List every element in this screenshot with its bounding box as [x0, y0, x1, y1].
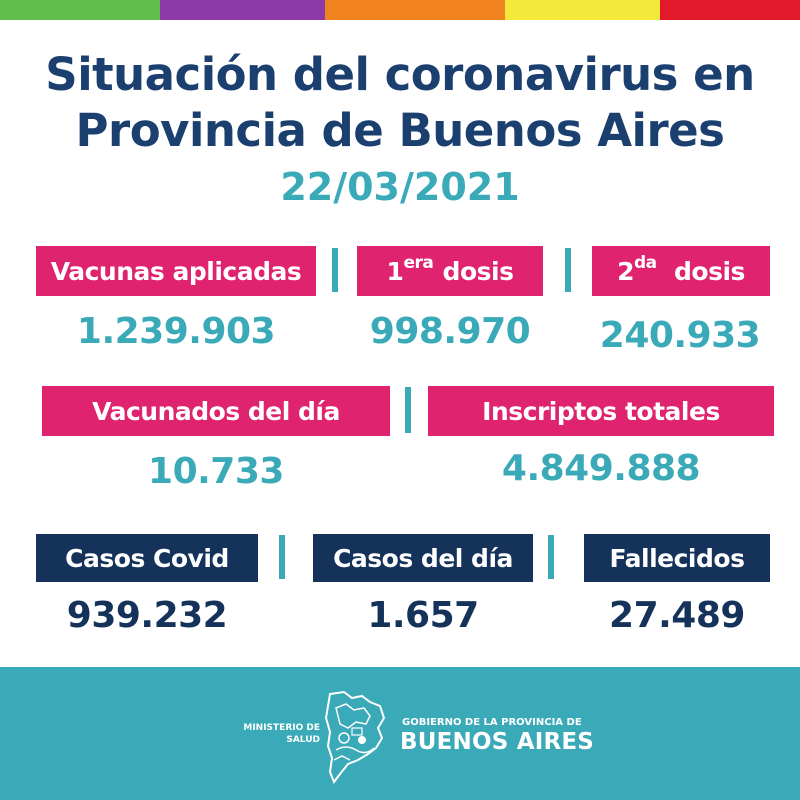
second-dose-superscript: da — [633, 253, 657, 273]
divider — [332, 248, 338, 292]
vaccinated-today-value: 10.733 — [148, 451, 284, 492]
second-dose-value: 240.933 — [599, 315, 761, 356]
ministry-line2: SALUD — [286, 735, 320, 745]
total-registered-label — [428, 386, 774, 436]
stripe-orange — [325, 0, 505, 20]
ministry-line1: MINISTERIO DE — [243, 723, 320, 733]
applied-vaccines-label-text: Vacunas aplicadas — [50, 256, 302, 286]
divider — [405, 387, 411, 433]
total-registered-value: 4.849.888 — [501, 448, 701, 489]
stripe-yellow — [505, 0, 660, 20]
color-stripes — [0, 0, 800, 20]
deaths-label-text: Fallecidos — [609, 543, 745, 573]
total-registered-label-text: Inscriptos totales — [482, 396, 720, 426]
first-dose-label — [357, 246, 543, 296]
applied-vaccines-value: 1.239.903 — [76, 311, 276, 352]
daily-cases-value: 1.657 — [367, 595, 479, 636]
vaccinated-today-label — [42, 386, 390, 436]
second-dose-word: dosis — [674, 256, 745, 286]
first-dose-superscript: era — [403, 253, 434, 273]
government-line2: BUENOS AIRES — [400, 729, 595, 755]
report-date: 22/03/2021 — [280, 165, 520, 209]
divider — [565, 248, 571, 292]
ministry-label — [236, 722, 320, 746]
covid-cases-label — [36, 534, 258, 582]
covid-cases-label-text: Casos Covid — [65, 543, 229, 573]
stripe-purple — [160, 0, 325, 20]
page-title-line1: Situación del coronavirus en — [45, 48, 755, 101]
page-title-line2: Provincia de Buenos Aires — [75, 104, 725, 157]
daily-cases-label-text: Casos del día — [333, 543, 513, 573]
vaccinated-today-label-text: Vacunados del día — [92, 396, 340, 426]
second-dose-label — [592, 246, 770, 296]
first-dose-value: 998.970 — [369, 311, 531, 352]
deaths-label — [584, 534, 770, 582]
divider — [548, 535, 554, 579]
province-map-logo-icon — [322, 688, 390, 784]
stripe-red — [660, 0, 800, 20]
first-dose-number: 1 — [386, 256, 404, 286]
stripe-green — [0, 0, 160, 20]
daily-cases-label — [313, 534, 533, 582]
second-dose-number: 2 — [617, 256, 634, 286]
deaths-value: 27.489 — [609, 595, 745, 636]
applied-vaccines-label — [36, 246, 316, 296]
government-line1: GOBIERNO DE LA PROVINCIA DE — [402, 717, 582, 728]
first-dose-word: dosis — [442, 256, 514, 286]
divider — [279, 535, 285, 579]
covid-cases-value: 939.232 — [66, 595, 228, 636]
